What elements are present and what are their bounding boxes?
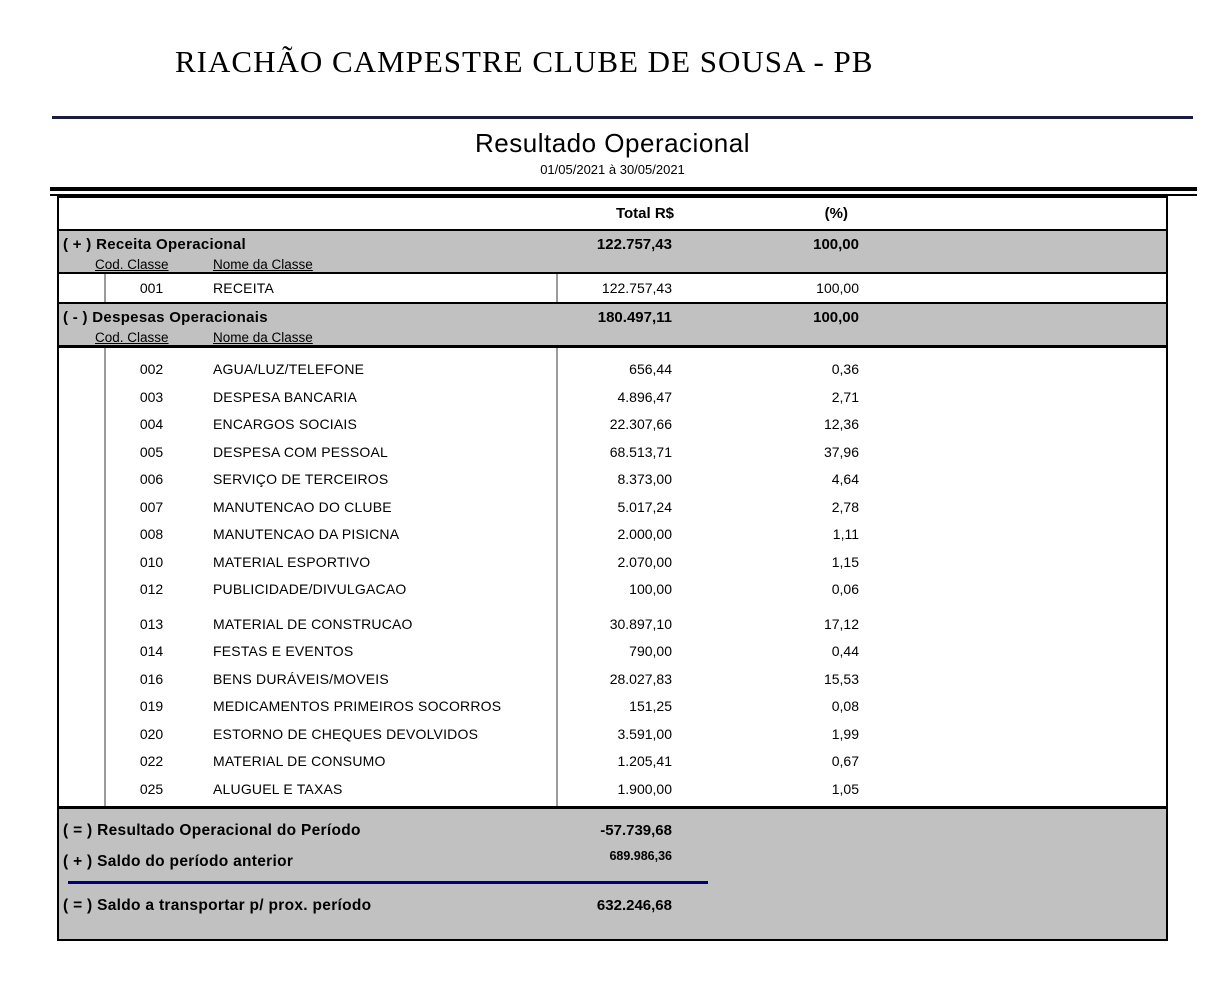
row-percent: 37,96 — [823, 443, 859, 460]
column-divider — [104, 274, 106, 302]
row-total: 100,00 — [629, 581, 672, 598]
nome-classe-label: Nome da Classe — [213, 329, 313, 345]
row-name: AGUA/LUZ/TELEFONE — [213, 361, 365, 378]
column-header-percent: (%) — [824, 205, 848, 222]
column-header-total: Total R$ — [615, 205, 674, 222]
summary-carry-label: ( = ) Saldo a transportar p/ prox. período — [63, 896, 372, 914]
section-band-receita — [59, 229, 1166, 274]
row-total: 3.591,00 — [617, 725, 672, 742]
row-name: DESPESA BANCARIA — [213, 388, 358, 405]
receita-percent: 100,00 — [813, 236, 859, 253]
row-code: 020 — [139, 725, 164, 742]
row-code: 014 — [139, 643, 164, 660]
row-name: PUBLICIDADE/DIVULGACAO — [213, 581, 407, 598]
row-percent: 1,11 — [832, 526, 859, 543]
row-percent: 1,15 — [831, 553, 859, 570]
summary-previous-value: 689.986,36 — [609, 848, 672, 863]
row-name: DESPESA COM PESSOAL — [213, 443, 388, 460]
table-row — [59, 548, 1166, 576]
row-percent: 100,00 — [816, 279, 859, 296]
row-total: 1.205,41 — [617, 753, 672, 770]
row-percent: 17,12 — [823, 615, 859, 632]
row-name: ALUGUEL E TAXAS — [213, 780, 343, 797]
cod-classe-label: Cod. Classe — [95, 257, 169, 272]
row-name: MANUTENCAO DA PISICNA — [213, 526, 400, 543]
summary-previous-row — [59, 846, 1166, 878]
header-rule — [52, 116, 1193, 119]
row-name: BENS DURÁVEIS/MOVEIS — [213, 670, 389, 687]
row-total: 790,00 — [629, 643, 672, 660]
row-total: 656,44 — [629, 361, 672, 378]
table-row — [59, 438, 1166, 466]
row-code: 003 — [139, 388, 164, 405]
column-divider — [556, 274, 558, 302]
row-code: 005 — [139, 443, 164, 460]
row-code: 013 — [139, 615, 164, 632]
row-name: MATERIAL DE CONSUMO — [213, 753, 386, 770]
summary-previous-label: ( + ) Saldo do período anterior — [63, 852, 294, 870]
row-total: 2.070,00 — [617, 553, 672, 570]
row-name: MATERIAL ESPORTIVO — [213, 553, 371, 570]
column-divider — [556, 348, 558, 806]
row-name: ENCARGOS SOCIAIS — [213, 416, 358, 433]
summary-section — [59, 806, 1166, 940]
report-period: 01/05/2021 à 30/05/2021 — [540, 162, 685, 177]
table-row — [59, 665, 1166, 693]
table-row — [59, 521, 1166, 549]
row-name: ESTORNO DE CHEQUES DEVOLVIDOS — [213, 725, 479, 742]
despesas-subheaders — [59, 330, 1166, 345]
table-header-row — [59, 198, 1166, 229]
row-percent: 1,05 — [831, 780, 859, 797]
table-row — [59, 466, 1166, 494]
table-row — [59, 775, 1166, 803]
row-code: 007 — [139, 498, 164, 515]
row-name: RECEITA — [213, 279, 275, 296]
row-code: 022 — [139, 753, 164, 770]
table-row — [59, 720, 1166, 748]
summary-rule — [68, 881, 708, 884]
club-name: RIACHÃO CAMPESTRE CLUBE DE SOUSA - PB — [175, 44, 874, 79]
row-percent: 0,44 — [831, 643, 859, 660]
row-total: 151,25 — [629, 698, 672, 715]
row-percent: 15,53 — [823, 670, 859, 687]
row-percent: 1,99 — [831, 725, 859, 742]
despesas-percent: 100,00 — [813, 308, 859, 326]
row-total: 8.373,00 — [617, 471, 672, 488]
row-percent: 0,08 — [831, 698, 859, 715]
row-total: 28.027,83 — [609, 670, 672, 687]
row-total: 68.513,71 — [609, 443, 672, 460]
despesas-section-title: ( - ) Despesas Operacionais — [63, 308, 268, 326]
table-row — [59, 638, 1166, 666]
double-rule — [50, 187, 1197, 196]
report-table — [57, 196, 1168, 941]
row-total: 1.900,00 — [617, 780, 672, 797]
row-name: MANUTENCAO DO CLUBE — [213, 498, 392, 515]
summary-carry-row — [59, 891, 1166, 921]
nome-classe-label: Nome da Classe — [213, 257, 313, 272]
row-code: 004 — [139, 416, 164, 433]
row-code: 010 — [139, 553, 164, 570]
summary-result-label: ( = ) Resultado Operacional do Período — [63, 821, 361, 839]
row-code: 001 — [139, 279, 164, 296]
row-code: 016 — [139, 670, 164, 687]
row-name: MEDICAMENTOS PRIMEIROS SOCORROS — [213, 698, 502, 715]
row-percent: 4,64 — [831, 471, 859, 488]
row-total: 122.757,43 — [601, 279, 672, 296]
row-code: 008 — [139, 526, 164, 543]
row-name: FESTAS E EVENTOS — [213, 643, 354, 660]
table-row — [59, 610, 1166, 638]
row-code: 002 — [139, 361, 164, 378]
summary-carry-value: 632.246,68 — [596, 897, 672, 914]
receita-section-title: ( + ) Receita Operacional — [63, 236, 246, 253]
receita-rows-section — [59, 274, 1166, 302]
row-percent: 0,36 — [831, 361, 859, 378]
table-row — [59, 576, 1166, 604]
row-total: 30.897,10 — [609, 615, 672, 632]
table-row — [59, 411, 1166, 439]
report-title: Resultado Operacional — [475, 128, 750, 158]
table-row — [59, 493, 1166, 521]
table-row — [59, 274, 1166, 302]
receita-subheaders — [59, 257, 1166, 272]
table-row — [59, 383, 1166, 411]
despesas-rows-section — [59, 348, 1166, 806]
row-total: 5.017,24 — [617, 498, 672, 515]
row-percent: 2,78 — [831, 498, 859, 515]
row-code: 006 — [139, 471, 164, 488]
cod-classe-label: Cod. Classe — [95, 329, 169, 345]
summary-result-row — [59, 816, 1166, 846]
despesas-total: 180.497,11 — [597, 308, 672, 326]
summary-result-value: -57.739,68 — [600, 822, 672, 839]
row-code: 025 — [139, 780, 164, 797]
row-percent: 0,06 — [831, 581, 859, 598]
row-name: SERVIÇO DE TERCEIROS — [213, 471, 389, 488]
section-band-despesas — [59, 302, 1166, 348]
row-code: 012 — [139, 581, 164, 598]
table-row — [59, 748, 1166, 776]
row-percent: 0,67 — [831, 753, 859, 770]
row-percent: 2,71 — [831, 388, 859, 405]
column-divider — [104, 348, 106, 806]
receita-total: 122.757,43 — [596, 236, 672, 253]
row-name: MATERIAL DE CONSTRUCAO — [213, 615, 413, 632]
row-total: 4.896,47 — [617, 388, 672, 405]
table-row — [59, 356, 1166, 384]
row-total: 2.000,00 — [617, 526, 672, 543]
table-row — [59, 693, 1166, 721]
row-total: 22.307,66 — [609, 416, 672, 433]
row-percent: 12,36 — [823, 416, 859, 433]
row-code: 019 — [139, 698, 164, 715]
